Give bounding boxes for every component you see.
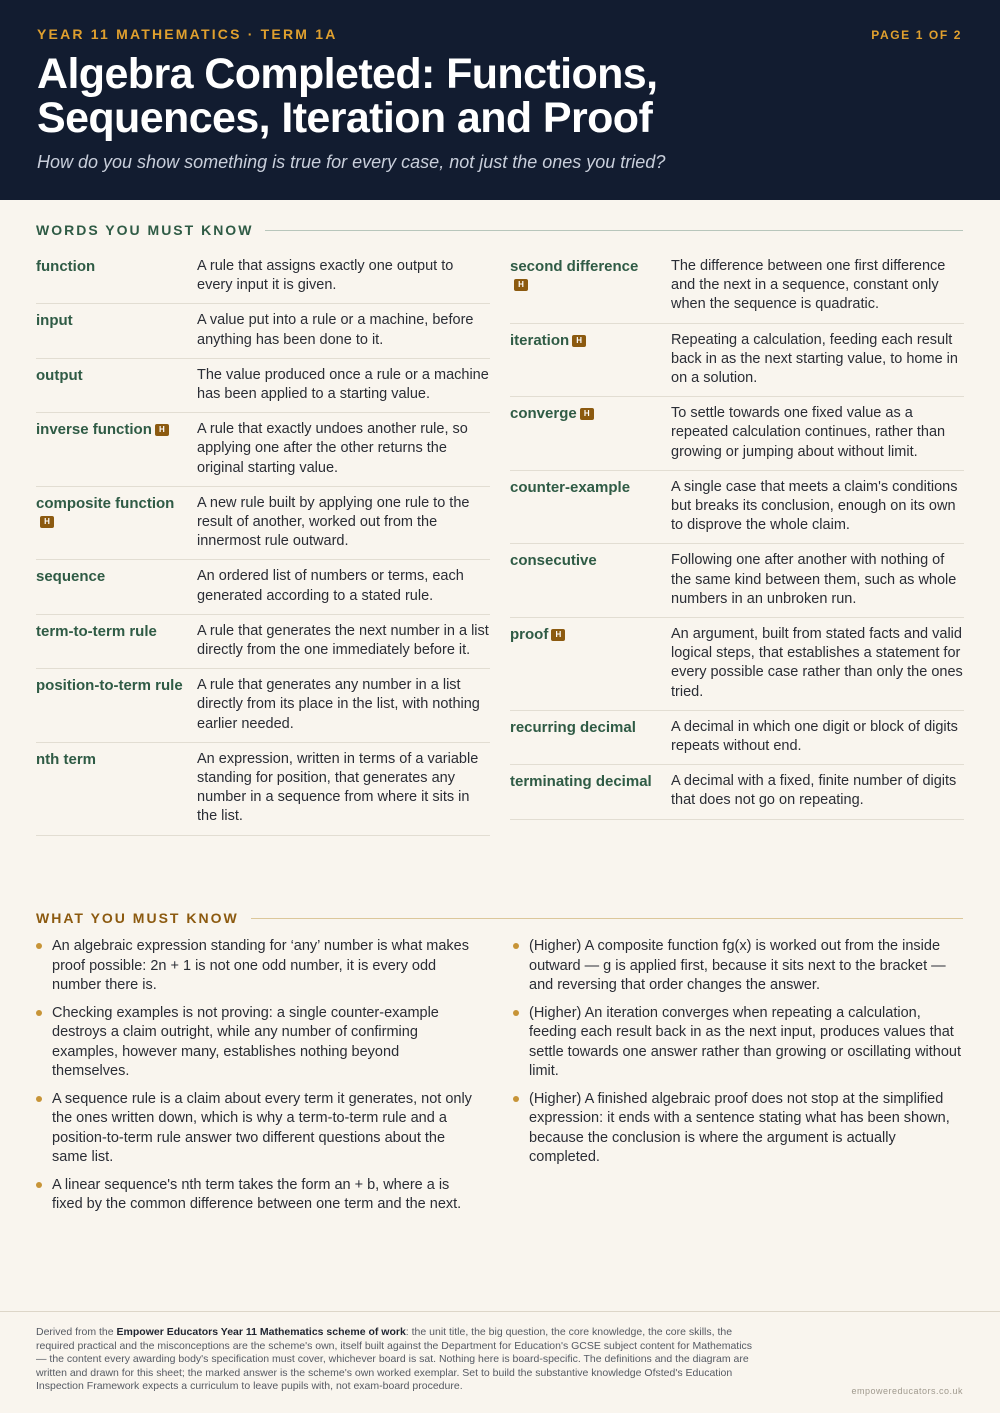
higher-badge: H [40,516,54,528]
glossary-term-cell [36,420,197,478]
glossary-item [36,560,490,614]
page-title [37,52,963,140]
glossary-term-cell [510,257,671,315]
list-item [513,1004,963,1082]
title-line-2: Sequences, Iteration and Proof [37,94,653,142]
bullet-icon [513,943,519,949]
glossary-item [510,618,964,711]
page-number: PAGE 1 OF 2 [871,28,962,42]
glossary-item [36,413,490,487]
glossary-term: nth term [36,750,96,768]
knowledge-list-left [36,937,472,1223]
higher-badge: H [572,335,586,347]
big-question: How do you show something is true for every case, not just the ones you tried? [37,152,666,172]
glossary-item [510,711,964,765]
bullet-text: (Higher) A composite function fg(x) is worked out from the inside outward — g is applied first, because it sits next to the bracket — and reversing that order changes the answer. [529,938,946,993]
glossary-term: terminating decimal [510,773,652,791]
words-section-header [36,222,963,238]
glossary-definition: Repeating a calculation, feeding each result back in as the next starting value, to home in on a solution. [671,331,958,387]
higher-badge: H [514,279,528,291]
glossary-definition: A decimal in which one digit or block of digits repeats without end. [671,718,958,755]
list-item [36,1004,472,1082]
glossary-item [510,250,964,324]
source-note-post: : the unit title, the big question, the core knowledge, the core skills, the required practical and the misconceptions are the scheme's own, itself built against the Department for Education's GCSE subject content for Mathematics — the content every awarding body's specification must cover, whichever board is sat. Nothing here is board-specific. The definitions and the diagram are written and drawn for this sheet; the marked answer is the scheme's own worked exemplar. Set to build the substantive knowledge Ofsted's Education Inspection Framework expects a curriculum to leave pupils with, not exam-board procedure. [36,1326,753,1393]
bullet-icon [36,1182,42,1188]
source-note [36,1326,756,1394]
section-divider [265,230,963,231]
glossary-definition: A rule that generates the next number in a list directly from the one immediately before it. [197,622,489,659]
glossary-definition: A value put into a rule or a machine, before anything has been done to it. [197,312,474,348]
source-note-pre: Derived from the [36,1326,117,1338]
source-note-bold: Empower Educators Year 11 Mathematics scheme of work [116,1326,406,1338]
glossary-definition: A single case that meets a claim's conditions but breaks its conclusion, enough on its own to disprove the whole claim. [671,478,958,534]
list-item [36,937,472,996]
glossary-item [510,397,964,471]
glossary-definition: A rule that exactly undoes another rule, so applying one after the other returns the original starting value. [197,421,468,476]
list-item [36,1176,472,1215]
glossary-term: counter-example [510,478,631,496]
glossary-term-cell [510,625,671,702]
glossary-definition: To settle towards one fixed value as a repeated calculation continues, rather than growing or jumping about without limit. [671,405,946,460]
glossary-definition: A rule that generates any number in a list directly from its place in the list, with nothing earlier needed. [197,677,480,732]
glossary-term: converge [510,405,577,423]
glossary-definition: A rule that assigns exactly one output to every input it is given. [197,258,454,294]
bullet-text: (Higher) A finished algebraic proof does not stop at the simplified expression: it ends with a sentence stating what has been shown, because the conclusion is where the argument is actually completed. [529,1090,950,1165]
glossary-term-cell [510,404,671,462]
title-line-1: Algebra Completed: Functions, [37,50,658,98]
glossary-left-column [36,250,490,836]
glossary-item [510,544,964,618]
glossary-term: recurring decimal [510,718,636,736]
glossary-term: iteration [510,331,570,349]
glossary-definition: A decimal with a fixed, finite number of digits that does not go on repeating. [671,773,957,809]
glossary-item [36,250,490,304]
list-item [36,1090,472,1168]
glossary-definition: Following one after another with nothing of the same kind between them, such as whole numbers in an unbroken run. [671,552,957,607]
glossary-item [36,669,490,743]
glossary-item [36,487,490,561]
course-kicker: YEAR 11 MATHEMATICS · TERM 1A [37,26,338,42]
bullet-icon [513,1096,519,1102]
glossary-definition: The value produced once a rule or a machine has been applied to a starting value. [197,366,489,403]
glossary-term-cell [510,331,671,389]
glossary-term: function [36,258,96,275]
glossary-term: proof [510,626,549,644]
knowledge-list-right [513,937,963,1176]
glossary-item [510,324,964,398]
glossary-term: sequence [36,568,106,586]
list-item [513,1090,963,1168]
know-section-header [36,910,963,926]
glossary-definition: An ordered list of numbers or terms, each generated according to a stated rule. [197,568,464,604]
glossary-term-cell [36,494,197,552]
glossary-term: term-to-term rule [36,622,157,640]
glossary-item [510,765,964,819]
glossary-term: inverse function [36,421,152,439]
words-section-label: WORDS YOU MUST KNOW [36,222,254,238]
section-divider [251,918,963,919]
glossary-definition: The difference between one first difference and the next in a sequence, constant only when the sequence is quadratic. [671,258,946,313]
bullet-icon [36,1096,42,1102]
glossary-item [36,304,490,358]
site-url: empowereducators.co.uk [851,1386,963,1396]
bullet-text: (Higher) An iteration converges when repeating a calculation, feeding each result back in as the next input, produces values that settle towards one answer rather than growing or oscillating without limit. [529,1004,962,1079]
glossary-item [36,615,490,669]
glossary-term: input [36,312,73,330]
glossary-term: composite function [36,494,175,512]
bullet-icon [36,943,42,949]
know-section-label: WHAT YOU MUST KNOW [36,910,239,926]
glossary-term: second difference [510,258,639,275]
glossary-item [36,359,490,413]
glossary-item [36,743,490,836]
higher-badge: H [155,424,169,436]
glossary-term: output [36,366,83,384]
bullet-icon [513,1010,519,1016]
bullet-text: Checking examples is not proving: a single counter-example destroys a claim outright, while any number of confirming examples, however many, establishes nothing beyond themselves. [52,1004,439,1079]
glossary-definition: A new rule built by applying one rule to the result of another, worked out from the innermost rule outward. [197,494,470,550]
glossary-definition: An argument, built from stated facts and valid logical steps, that establishes a statement for every possible case rather than only the ones tried. [671,626,963,700]
bullet-icon [36,1010,42,1016]
glossary-term: position-to-term rule [36,677,183,695]
page-header [0,0,1000,200]
glossary-definition: An expression, written in terms of a variable standing for position, that generates any number in a sequence from where it sits in the list. [197,750,479,825]
higher-badge: H [551,629,565,641]
page-footer [0,1311,1000,1413]
bullet-text: A linear sequence's nth term takes the form an + b, where a is fixed by the common difference between one term and the next. [52,1176,462,1212]
bullet-text: An algebraic expression standing for ‘any’ number is what makes proof possible: 2n + 1 is not one odd number, it is every odd number there is. [52,938,469,993]
list-item [513,937,963,996]
bullet-text: A sequence rule is a claim about every term it generates, not only the ones written down, which is why a term-to-term rule and a position-to-term rule answer two different questions about the same list. [52,1090,472,1165]
higher-badge: H [580,408,594,420]
glossary-right-column [510,250,964,820]
glossary-term: consecutive [510,552,597,570]
glossary-item [510,471,964,545]
